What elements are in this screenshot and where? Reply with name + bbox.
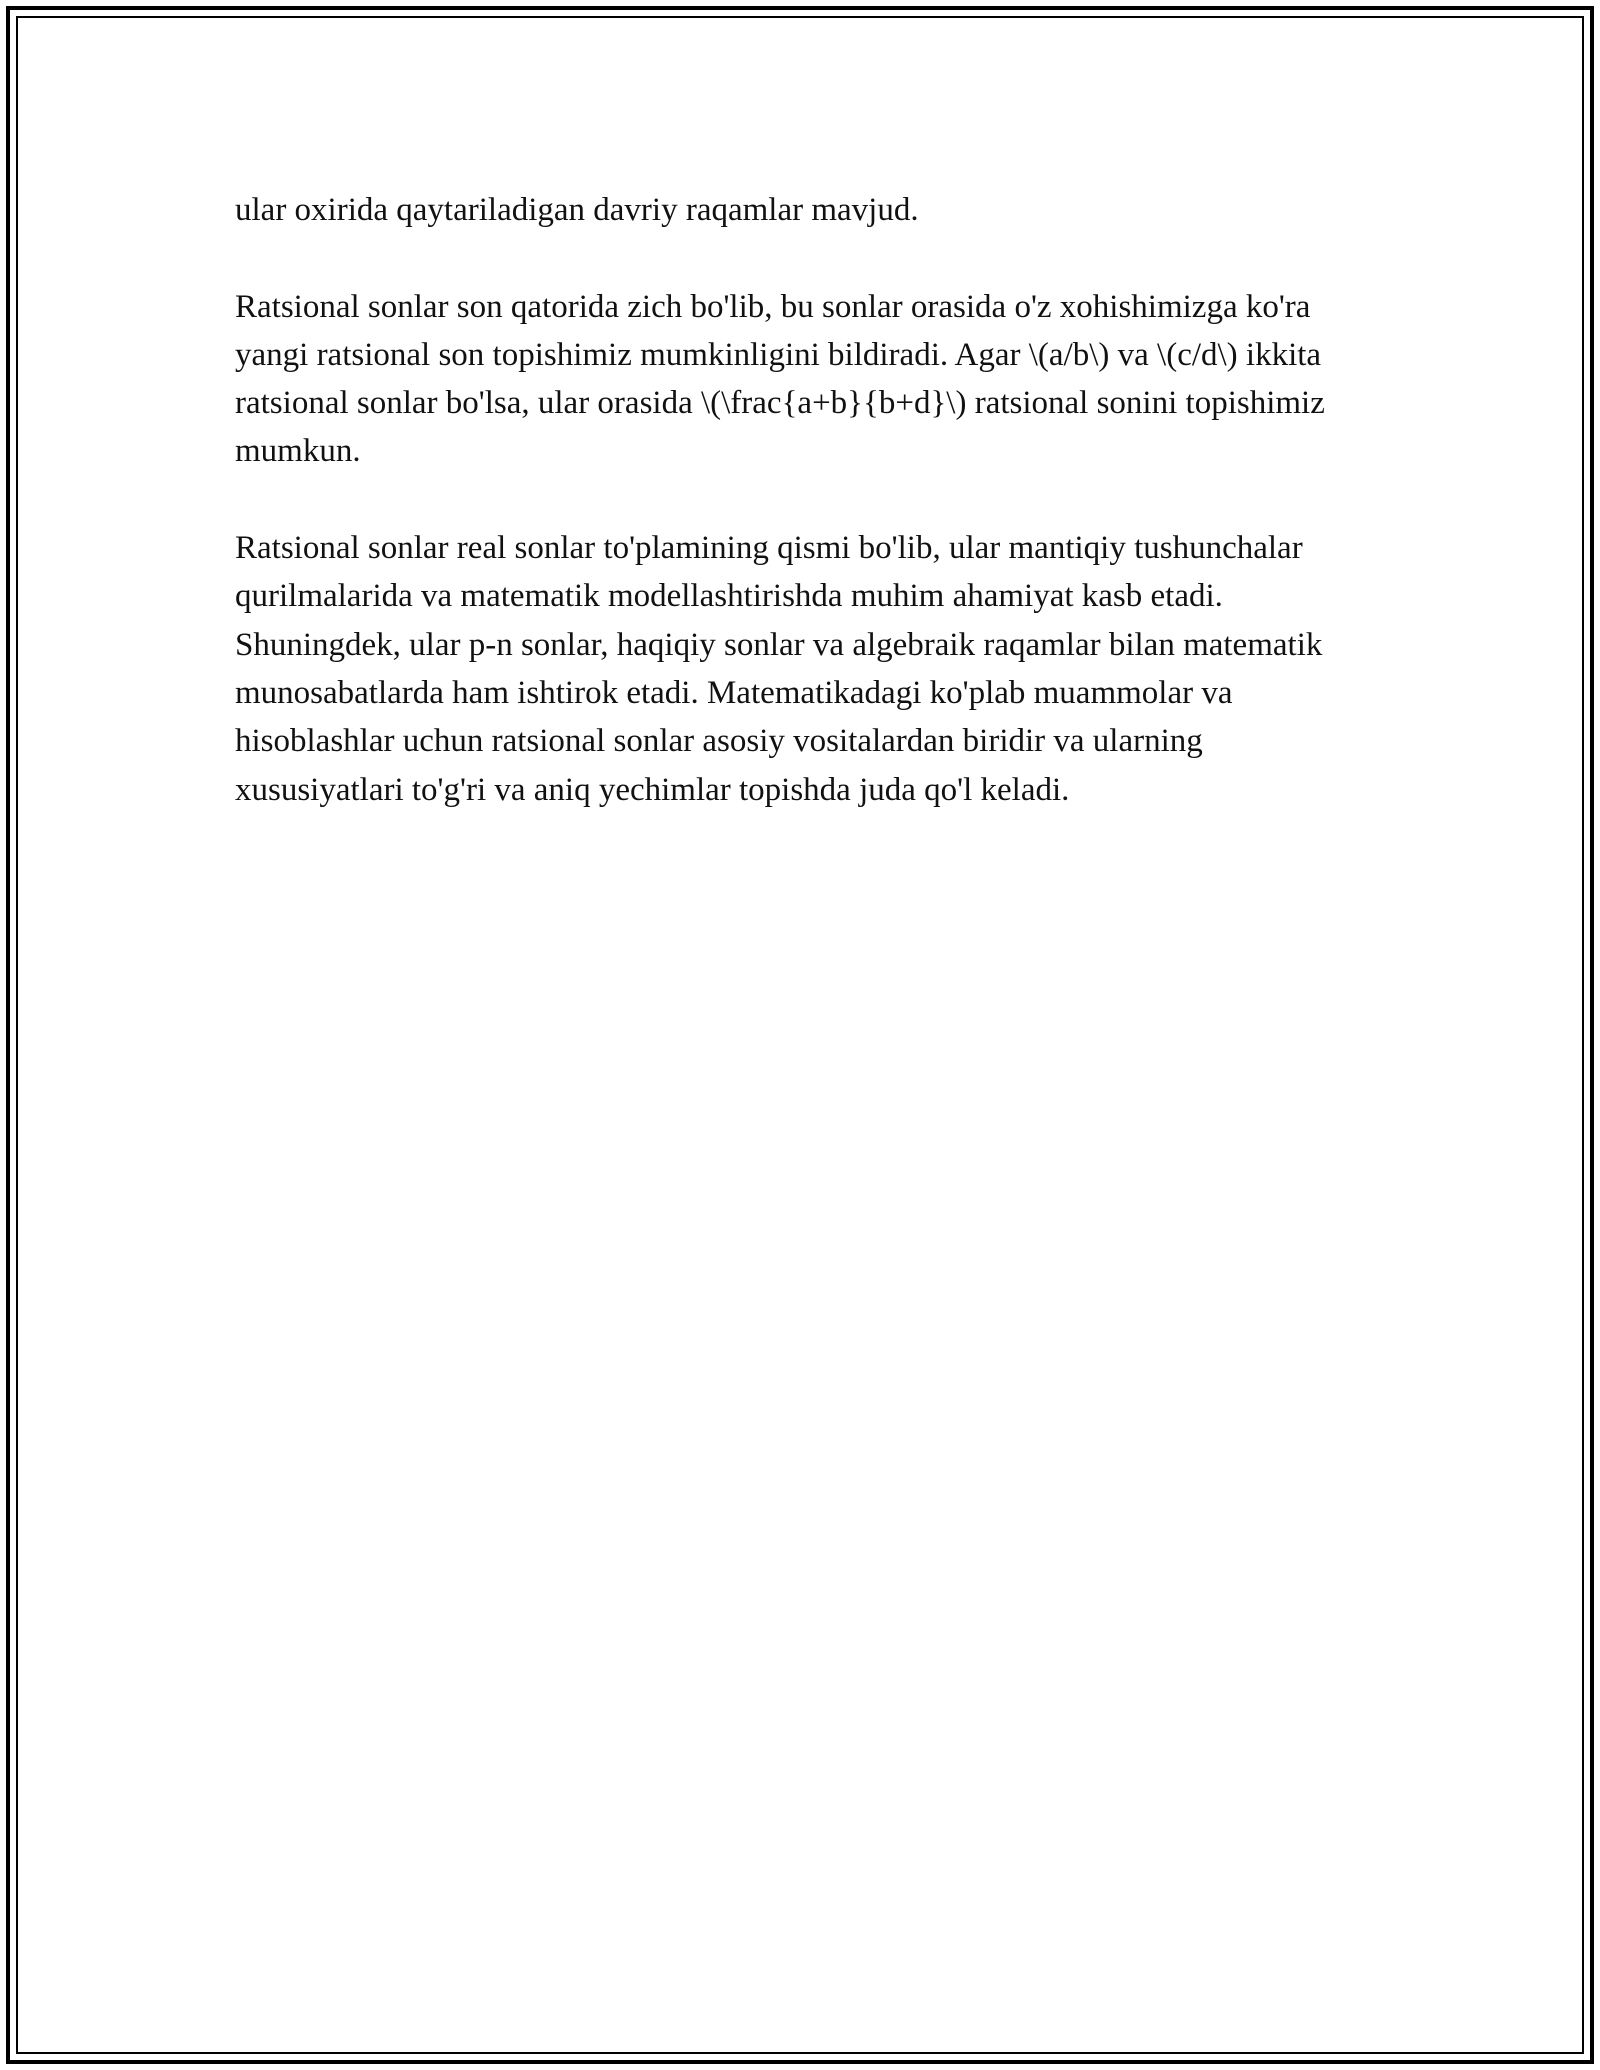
document-body <box>235 186 1375 862</box>
paragraph-1: ular oxirida qaytariladigan davriy raqamlar mavjud. <box>235 192 919 228</box>
paragraph-2: Ratsional sonlar son qatorida zich bo'lib, bu sonlar orasida o'z xohishimizga ko'ra yangi ratsional son topishimiz mumkinligini bildiradi. Agar \(a/b\) va \(c/d\) ikkita ratsional sonlar bo'lsa, ular orasida \(\frac{a+b}{b+d}\) ratsional sonini topishimiz mumkun. <box>235 288 1325 470</box>
paragraph-3: Ratsional sonlar real sonlar to'plamining qismi bo'lib, ular mantiqiy tushunchalar qurilmalarida va matematik modellashtirishda muhim ahamiyat kasb etadi. Shuningdek, ular p-n sonlar, haqiqiy sonlar va algebraik raqamlar bilan matematik munosabatlarda ham ishtirok etadi. Matematikadagi ko'plab muammolar va hisoblashlar uchun ratsional sonlar asosiy vositalardan biridir va ularning xususiyatlari to'g'ri va aniq yechimlar topishda juda qo'l keladi. <box>235 530 1323 808</box>
